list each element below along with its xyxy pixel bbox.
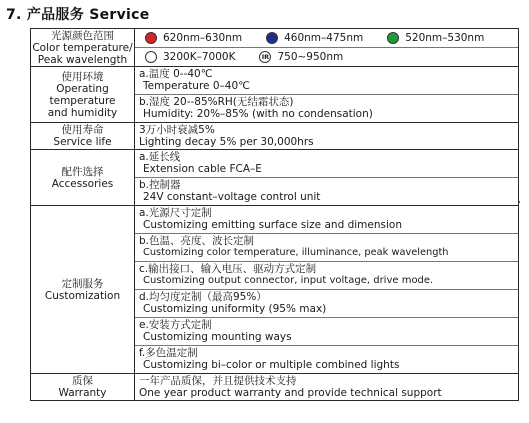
environment-label <box>31 67 135 123</box>
green-option <box>387 32 484 44</box>
customization-label-cn: 定制服务 <box>61 277 104 290</box>
environment-label-en-2: temperature <box>49 94 116 107</box>
customization-item-en: Customizing emitting surface size and dimension <box>143 219 402 231</box>
accessories-label-en: Accessories <box>51 177 114 190</box>
white-option <box>145 51 235 63</box>
green-range: 520nm–530nm <box>405 32 485 44</box>
ir-badge-icon: IR <box>259 51 271 63</box>
customization-item <box>135 206 518 234</box>
color-range-row <box>31 29 519 67</box>
warranty-label-en: Warranty <box>58 387 107 399</box>
customization-item <box>135 346 518 373</box>
temperature-item <box>135 67 518 95</box>
environment-content <box>135 67 519 123</box>
service-spec-table <box>30 28 519 401</box>
service-life-cn: 3万小时衰减5% <box>139 124 215 136</box>
customization-row <box>31 206 519 374</box>
customization-item-en: Customizing mounting ways <box>143 331 292 343</box>
humidity-en: Humidity: 20%–85% (with no condensation) <box>143 108 373 120</box>
customization-item <box>135 318 518 346</box>
customization-item-cn: c.输出接口、输入电压、驱动方式定制 <box>139 263 317 275</box>
controller-cn: b.控制器 <box>139 179 181 191</box>
warranty-row <box>31 374 519 401</box>
section-heading: 7. 产品服务 Service <box>6 7 150 23</box>
customization-item-cn: b.色温、亮度、波长定制 <box>139 235 255 247</box>
customization-item <box>135 290 518 318</box>
humidity-item <box>135 95 518 122</box>
customization-content <box>135 206 519 374</box>
extension-cable-item <box>135 150 518 178</box>
customization-item-cn: f.多色温定制 <box>139 347 198 359</box>
environment-label-en-3: and humidity <box>47 106 118 119</box>
edge-dot <box>518 201 520 203</box>
customization-item-en: Customizing color temperature, illuminance, peak wavelength <box>143 247 449 258</box>
customization-item-cn: e.安装方式定制 <box>139 319 212 331</box>
red-range: 620nm–630nm <box>163 32 243 44</box>
controller-item <box>135 178 518 205</box>
wavelength-options <box>135 29 518 48</box>
color-range-label <box>31 29 135 67</box>
accessories-label <box>31 150 135 206</box>
customization-item-cn: d.均匀度定制（最高95%） <box>139 291 267 303</box>
humidity-cn: b.湿度 20--85%RH(无结霜状态) <box>139 96 294 108</box>
red-dot-icon <box>145 32 157 44</box>
white-ir-options <box>135 48 518 66</box>
ir-range: 750~950nm <box>277 51 344 63</box>
environment-label-cn: 使用环境 <box>61 70 104 83</box>
temperature-cn: a.温度 0--40℃ <box>139 68 213 80</box>
warranty-cn: 一年产品质保，并且提供技术支持 <box>139 375 297 387</box>
customization-item-en: Customizing uniformity (95% max) <box>143 303 327 315</box>
customization-label <box>31 206 135 374</box>
service-life-en: Lighting decay 5% per 30,000hrs <box>139 136 314 148</box>
service-life-label-en: Service life <box>53 136 112 148</box>
service-life-label <box>31 123 135 150</box>
blue-range: 460nm–475nm <box>284 32 364 44</box>
customization-item-cn: a.光源尺寸定制 <box>139 207 212 219</box>
blue-dot-icon <box>266 32 278 44</box>
extension-cable-en: Extension cable FCA–E <box>143 163 262 175</box>
white-dot-icon <box>145 51 157 63</box>
customization-item <box>135 234 518 262</box>
warranty-label-cn: 质保 <box>72 375 93 387</box>
warranty-label <box>31 374 135 401</box>
warranty-en: One year product warranty and provide technical support <box>139 387 442 399</box>
ir-option <box>259 51 343 63</box>
color-range-label-en-1: Color temperature/ <box>32 41 133 54</box>
color-range-label-cn: 光源颜色范围 <box>51 29 114 42</box>
extension-cable-cn: a.延长线 <box>139 151 181 163</box>
service-life-row <box>31 123 519 150</box>
green-dot-icon <box>387 32 399 44</box>
customization-item-en: Customizing bi–color or multiple combined lights <box>143 359 400 371</box>
customization-item-en: Customizing output connector, input voltage, drive mode. <box>143 275 434 286</box>
color-range-label-en-2: Peak wavelength <box>37 53 128 66</box>
white-range: 3200K–7000K <box>163 51 236 63</box>
blue-option <box>266 32 363 44</box>
environment-row <box>31 67 519 123</box>
warranty-content <box>135 374 519 401</box>
service-life-label-cn: 使用寿命 <box>61 124 104 136</box>
accessories-row <box>31 150 519 206</box>
accessories-label-cn: 配件选择 <box>61 165 104 178</box>
customization-item <box>135 262 518 290</box>
service-life-content <box>135 123 519 150</box>
customization-label-en: Customization <box>44 289 121 302</box>
color-range-content <box>135 29 519 67</box>
red-option <box>145 32 242 44</box>
controller-en: 24V constant–voltage control unit <box>143 191 321 203</box>
accessories-content <box>135 150 519 206</box>
temperature-en: Temperature 0–40℃ <box>143 80 250 92</box>
environment-label-en-1: Operating <box>56 82 109 95</box>
